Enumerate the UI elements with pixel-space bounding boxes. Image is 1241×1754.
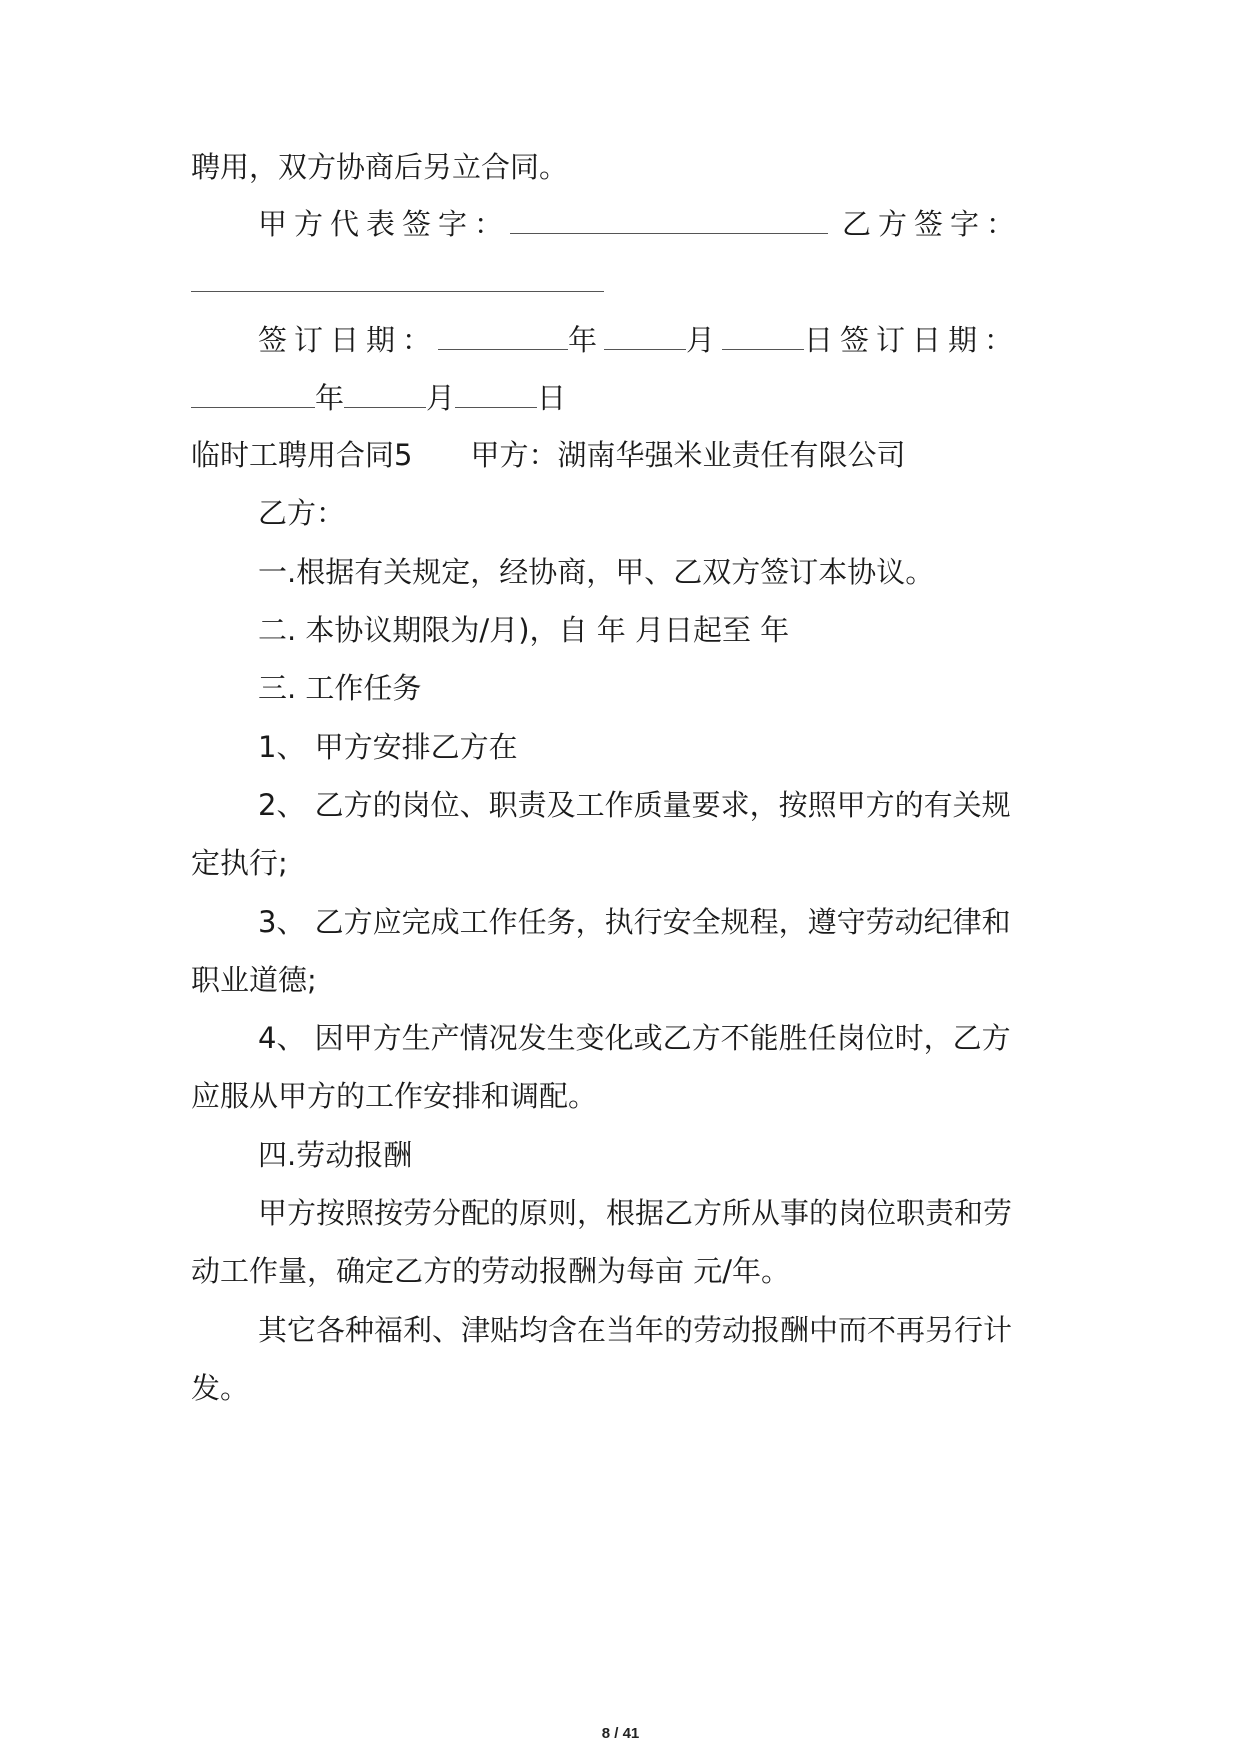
day-blank (722, 321, 804, 350)
clause-4-paragraph-2-cont: 发。 (191, 1371, 250, 1405)
clause-4-paragraph-1-cont: 动工作量，确定乙方的劳动报酬为每亩 元/年。 (191, 1254, 790, 1288)
date-label-2: 日签订日期： (804, 323, 1021, 357)
month-blank (604, 321, 686, 350)
clause-3-heading: 三. 工作任务 (258, 671, 422, 705)
clause-3-item-1: 1、 甲方安排乙方在 (258, 730, 518, 764)
day-blank (455, 379, 537, 408)
text-line: 聘用，双方协商后另立合同。 (191, 150, 569, 184)
signature-line-party-a (258, 204, 1022, 244)
clause-3-item-3: 3、 乙方应完成工作任务，执行安全规程，遵守劳动纪律和 (258, 905, 1011, 939)
clause-3-item-4: 4、 因甲方生产情况发生变化或乙方不能胜任岗位时，乙方 (258, 1021, 1011, 1055)
sign-date-line (258, 320, 1020, 360)
month-blank (344, 379, 426, 408)
signature-blank (510, 205, 828, 234)
day-label: 日 (537, 381, 567, 415)
sign-date-line-2 (191, 378, 566, 418)
clause-3-item-2: 2、 乙方的岗位、职责及工作质量要求，按照甲方的有关规 (258, 788, 1011, 822)
year-blank (438, 321, 568, 350)
clause-1: 一.根据有关规定，经协商，甲、乙双方签订本协议。 (258, 555, 935, 589)
year-blank (191, 379, 315, 408)
year-label: 年 (315, 381, 345, 415)
contract-heading-line (191, 435, 905, 475)
page-indicator: 8 / 41 (601, 1725, 640, 1742)
clause-4-heading: 四.劳动报酬 (258, 1138, 413, 1172)
year-label: 年 (568, 323, 605, 357)
clause-4-paragraph-1: 甲方按照按劳分配的原则，根据乙方所从事的岗位职责和劳 (258, 1196, 1013, 1230)
contract-title: 临时工聘用合同5 (191, 438, 413, 472)
clause-3-item-2-cont: 定执行; (191, 846, 288, 880)
clause-2: 二. 本协议期限为/月)，自 年 月日起至 年 (258, 613, 790, 647)
month-label: 月 (426, 381, 456, 415)
clause-3-item-4-cont: 应服从甲方的工作安排和调配。 (191, 1079, 598, 1113)
date-label: 签订日期： (258, 323, 439, 357)
clause-3-item-3-cont: 职业道德; (191, 963, 317, 997)
signature-blank-line (191, 262, 604, 302)
party-b: 乙方： (258, 496, 346, 530)
party-a: 甲方：湖南华强米业责任有限公司 (470, 438, 906, 472)
month-label: 月 (686, 323, 723, 357)
signature-blank (191, 263, 604, 292)
sign-label-party-a: 甲方代表签字： (258, 207, 511, 241)
sign-label-party-b: 乙方签字： (842, 207, 1023, 241)
clause-4-paragraph-2: 其它各种福利、津贴均含在当年的劳动报酬中而不再另行计 (258, 1313, 1013, 1347)
